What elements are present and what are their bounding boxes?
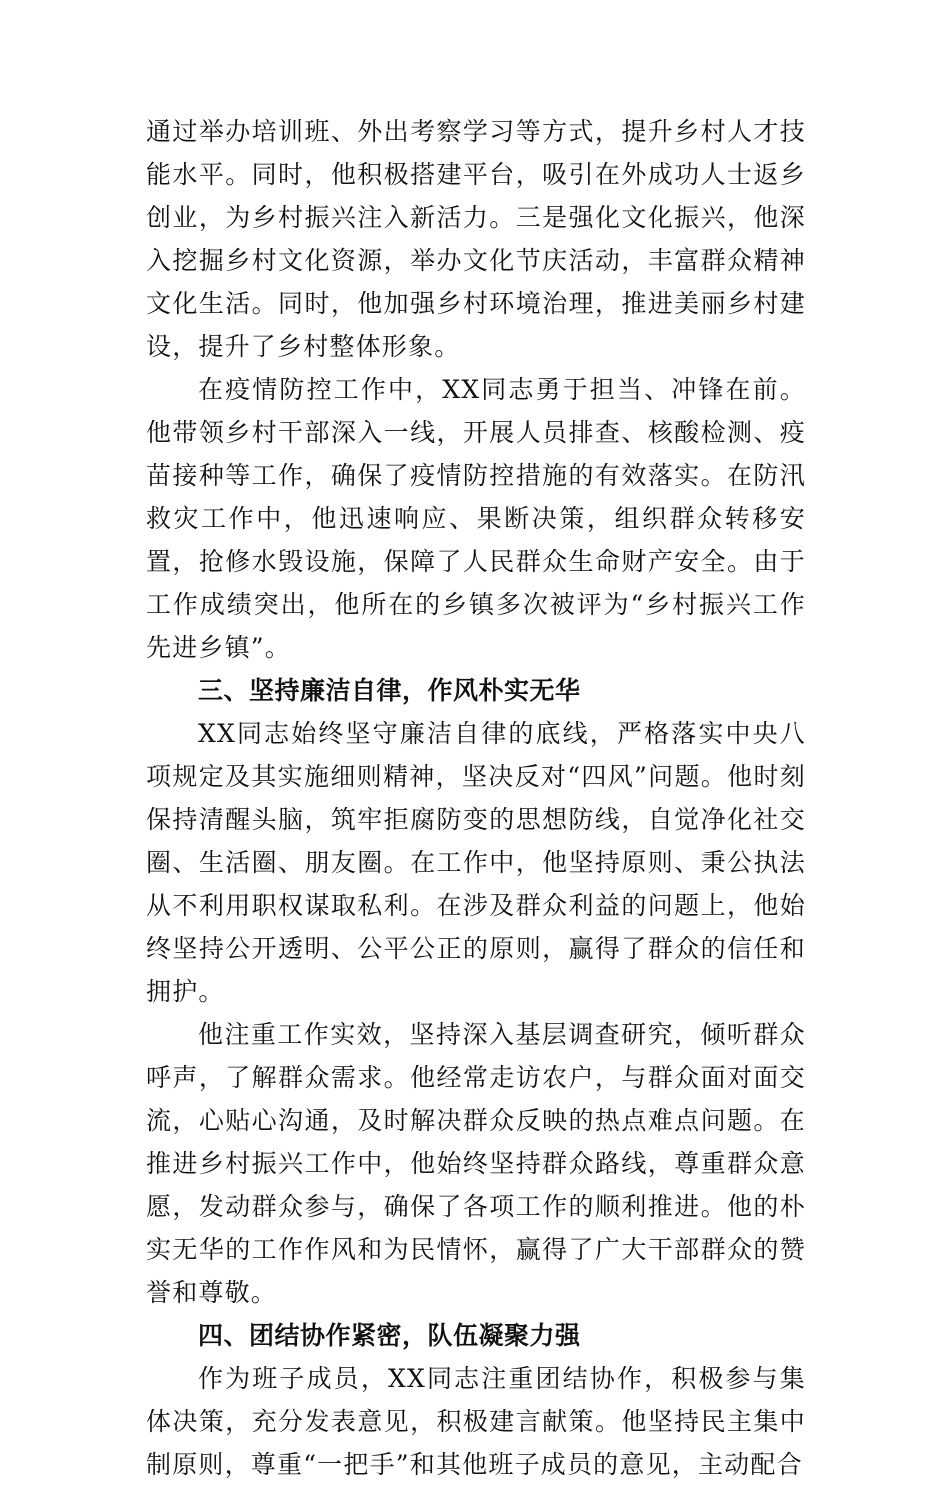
body-paragraph-3: XX同志始终坚守廉洁自律的底线，严格落实中央八项规定及其实施细则精神，坚决反对“四风”问题。他时刻保持清醒头脑，筑牢拒腐防变的思想防线，自觉净化社交圈、生活圈、朋友圈。在工作中，他坚持原则、秉公执法从不利用职权谋取私利。在涉及群众利益的问题上，他始终坚持公开透明、公平公正的原则，赢得了群众的信任和拥护。 <box>146 719 806 1006</box>
body-paragraph-5: 作为班子成员，XX同志注重团结协作，积极参与集体决策，充分发表意见，积极建言献策。他坚持民主集中制原则，尊重“一把手”和其他班子成员的意见，主动配合 <box>146 1364 806 1479</box>
section-heading-3: 三、坚持廉洁自律，作风朴实无华 <box>198 676 581 705</box>
body-paragraph-4: 他注重工作实效，坚持深入基层调查研究，倾听群众呼声，了解群众需求。他经常走访农户，与群众面对面交流，心贴心沟通，及时解决群众反映的热点难点问题。在推进乡村振兴工作中，他始终坚持群众路线，尊重群众意愿，发动群众参与，确保了各项工作的顺利推进。他的朴实无华的工作作风和为民情怀，赢得了广大干部群众的赞誉和尊敬。 <box>146 1020 806 1307</box>
section-heading-4: 四、团结协作紧密，队伍凝聚力强 <box>198 1321 581 1350</box>
body-paragraph-2: 在疫情防控工作中，XX同志勇于担当、冲锋在前。他带领乡村干部深入一线，开展人员排查、核酸检测、疫苗接种等工作，确保了疫情防控措施的有效落实。在防汛救灾工作中，他迅速响应、果断决策，组织群众转移安置，抢修水毁设施，保障了人民群众生命财产安全。由于工作成绩突出，他所在的乡镇多次被评为“乡村振兴工作先进乡镇”。 <box>146 375 806 662</box>
document-page <box>146 110 806 1486</box>
body-paragraph-1: 通过举办培训班、外出考察学习等方式，提升乡村人才技能水平。同时，他积极搭建平台，吸引在外成功人士返乡创业，为乡村振兴注入新活力。三是强化文化振兴，他深入挖掘乡村文化资源，举办文化节庆活动，丰富群众精神文化生活。同时，他加强乡村环境治理，推进美丽乡村建设，提升了乡村整体形象。 <box>146 117 806 361</box>
